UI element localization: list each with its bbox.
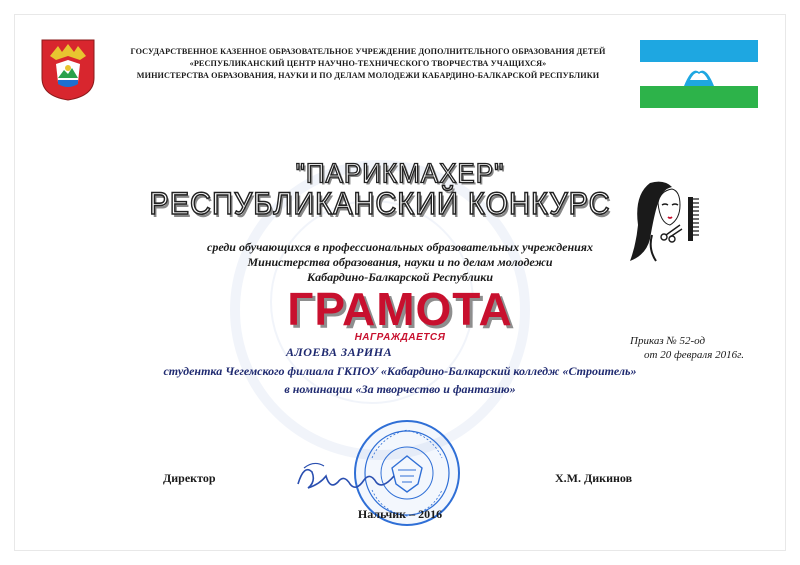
contest-description-2: Министерства образования, науки и по делам молодежи (247, 255, 553, 269)
order-date: от 20 февраля 2016г. (644, 349, 744, 361)
signatory-name: Х.М. Дикинов (555, 471, 633, 485)
header-line-2: «РЕСПУБЛИКАНСКИЙ ЦЕНТР НАУЧНО-ТЕХНИЧЕСКОГО ТВОРЧЕСТВА УЧАЩИХСЯ» (189, 59, 547, 68)
contest-description-1: среди обучающихся в профессиональных образовательных учреждениях (207, 240, 593, 254)
order-number: Приказ № 52-од (630, 335, 706, 347)
recipient-name: АЛОЕВА ЗАРИНА (286, 345, 393, 359)
header-line-1: ГОСУДАРСТВЕННОЕ КАЗЕННОЕ ОБРАЗОВАТЕЛЬНОЕ УЧРЕЖДЕНИЕ ДОПОЛНИТЕЛЬНОГО ОБРАЗОВАНИЯ ДЕТЕЙ (130, 47, 606, 56)
contest-description-3: Кабардино-Балкарской Республики (306, 270, 494, 284)
order-info (630, 334, 770, 362)
contest-subtitle: РЕСПУБЛИКАНСКИЙ КОНКУРС (149, 186, 611, 222)
coat-of-arms-icon (40, 38, 96, 102)
signatory-position: Директор (163, 471, 216, 485)
contest-title: "ПАРИКМАХЕР" (295, 157, 505, 189)
handwritten-signature-icon (290, 454, 400, 504)
awarded-label: НАГРАЖДАЕТСЯ (354, 332, 446, 343)
header-institution (108, 46, 628, 82)
recipient-description: студентка Чегемского филиала ГКПОУ «Кабардино-Балкарский колледж «Строитель» (163, 364, 637, 378)
nomination: в номинации «За творчество и фантазию» (284, 382, 516, 396)
flag-icon (640, 40, 758, 108)
footer-city-year: Нальчик – 2016 (357, 507, 443, 521)
header-line-3: МИНИСТЕРСТВА ОБРАЗОВАНИЯ, НАУКИ И ПО ДЕЛАМ МОЛОДЕЖИ КАБАРДИНО-БАЛКАРСКОЙ РЕСПУБЛИКИ (136, 71, 600, 80)
award-title: ГРАМОТА (287, 283, 513, 335)
